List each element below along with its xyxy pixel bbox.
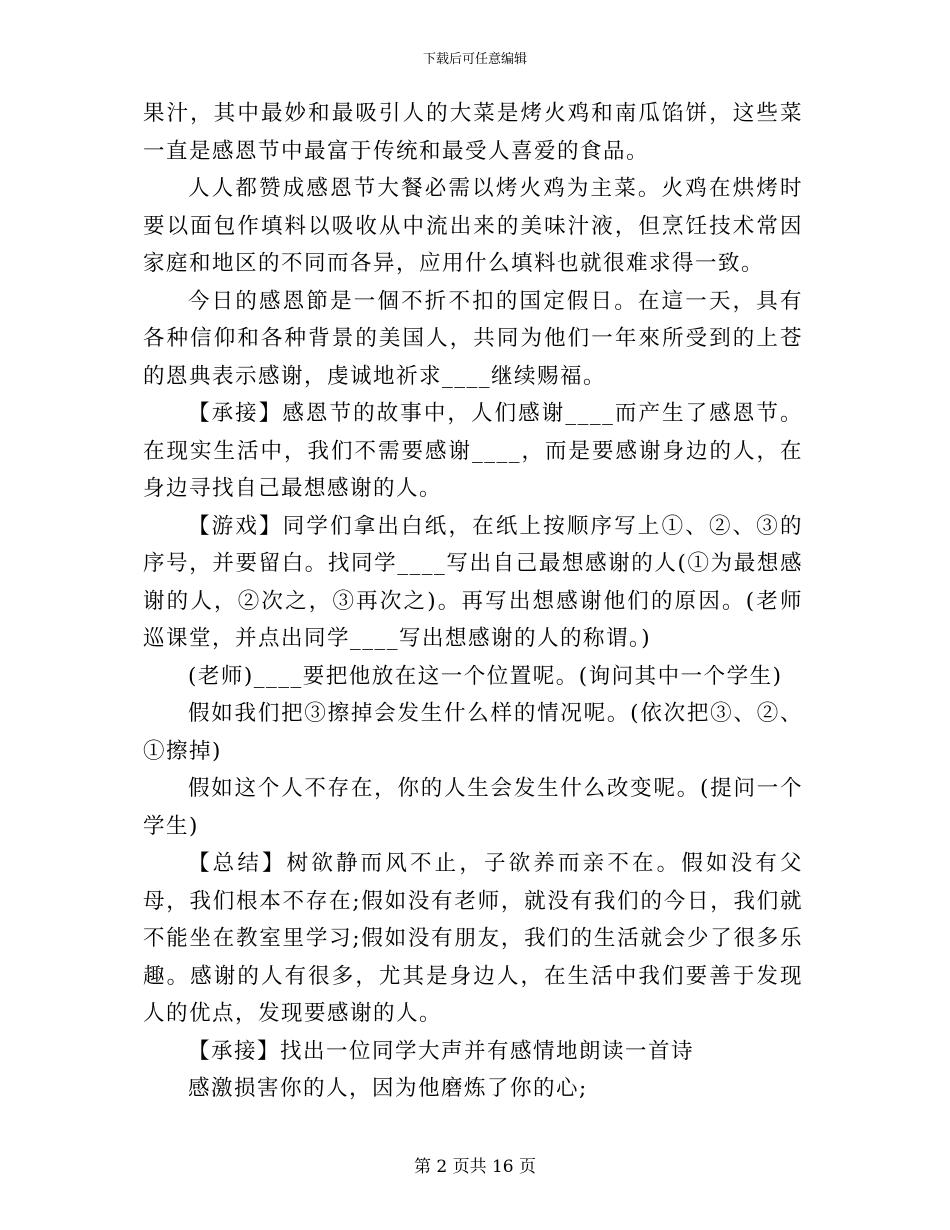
paragraph-3: 今日的感恩節是一個不折不扣的国定假日。在這一天，具有各种信仰和各种背景的美国人，共同为他们一年來所受到的上苍的恩典表示感谢，虔诚地祈求____继续赐福。: [143, 288, 803, 389]
paragraph-9: 【总结】树欲静而风不止，子欲养而亲不在。假如没有父母，我们根本不存在;假如没有老师，就没有我们的今日，我们就不能坐在教室里学习;假如没有朋友，我们的生活就会少了很多乐趣。感谢的人有很多，尤其是身边人，在生活中我们要善于发现人的优点，发现要感谢的人。: [143, 851, 803, 1026]
paragraph-10: 【承接】找出一位同学大声并有感情地朗读一首诗: [188, 1038, 695, 1064]
paragraph-5: 【游戏】同学们拿出白纸，在纸上按顺序写上①、②、③的序号，并要留白。找同学____写出自己最想感谢的人(①为最想感谢的人，②次之，③再次之)。再写出想感谢他们的原因。(老师巡课堂，并点出同学____写出想感谢的人的称谓。): [143, 513, 803, 651]
paragraph-7: 假如我们把③擦掉会发生什么样的情况呢。(依次把③、②、①擦掉): [143, 701, 803, 764]
paragraph-6: (老师)____要把他放在这一个位置呢。(询问其中一个学生): [188, 663, 783, 689]
page-footer: 第 2 页共 16 页: [413, 1157, 537, 1177]
paragraph-1: 果汁，其中最妙和最吸引人的大菜是烤火鸡和南瓜馅饼，这些菜一直是感恩节中最富于传统和最受人喜爱的食品。: [143, 101, 803, 164]
paragraph-11: 感激损害你的人，因为他磨炼了你的心;: [188, 1076, 588, 1101]
paragraph-4: 【承接】感恩节的故事中，人们感谢____而产生了感恩节。在现实生活中，我们不需要感谢____，而是要感谢身边的人，在身边寻找自己最想感谢的人。: [143, 401, 803, 501]
document-body: [143, 95, 803, 1108]
paragraph-8: 假如这个人不存在，你的人生会发生什么改变呢。(提问一个学生): [143, 776, 803, 839]
paragraph-2: 人人都赞成感恩节大餐必需以烤火鸡为主菜。火鸡在烘烤时要以面包作填料以吸收从中流出来的美味汁液，但烹饪技术常因家庭和地区的不同而各异，应用什么填料也就很难求得一致。: [143, 176, 803, 276]
page-header: 下载后可任意编辑: [422, 52, 527, 67]
